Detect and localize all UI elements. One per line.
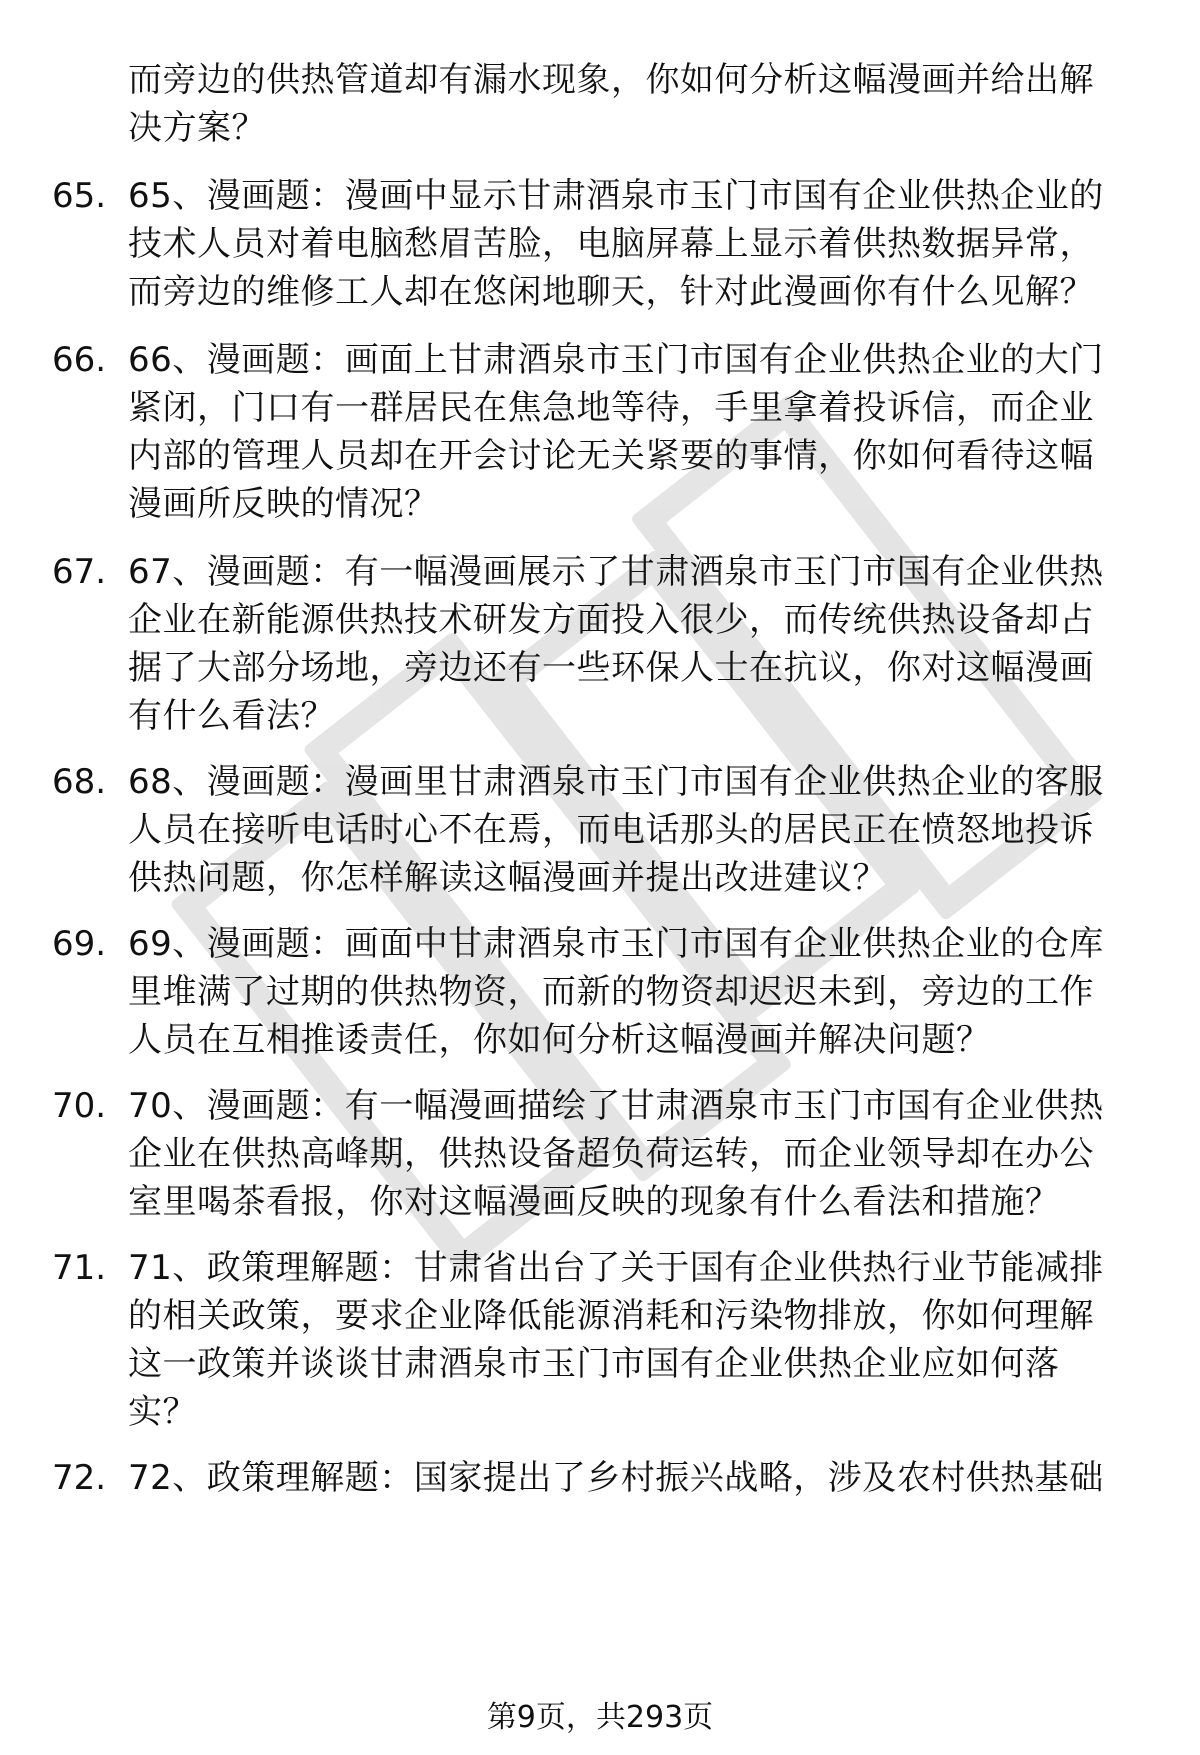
question-line: 技术人员对着电脑愁眉苦脸，电脑屏幕上显示着供热数据异常，	[128, 224, 1094, 264]
question-number: 71.	[52, 1248, 107, 1288]
continuation-line-2: 决方案？	[128, 108, 266, 148]
question-number: 66.	[52, 340, 107, 380]
question-line: 70、漫画题：有一幅漫画描绘了甘肃酒泉市玉门市国有企业供热	[128, 1086, 1104, 1126]
question-line: 实？	[128, 1392, 197, 1432]
question-line: 据了大部分场地，旁边还有一些环保人士在抗议，你对这幅漫画	[128, 648, 1094, 688]
question-line: 漫画所反映的情况？	[128, 484, 439, 524]
question-text	[128, 548, 1148, 740]
question-text	[128, 172, 1148, 316]
question-line: 紧闭，门口有一群居民在焦急地等待，手里拿着投诉信，而企业	[128, 388, 1094, 428]
question-line: 里堆满了过期的供热物资，而新的物资却迟迟未到，旁边的工作	[128, 972, 1094, 1012]
question-line: 人员在接听电话时心不在焉，而电话那头的居民正在愤怒地投诉	[128, 810, 1094, 850]
question-line: 这一政策并谈谈甘肃酒泉市玉门市国有企业供热企业应如何落	[128, 1344, 1060, 1384]
question-line: 68、漫画题：漫画里甘肃酒泉市玉门市国有企业供热企业的客服	[128, 762, 1104, 802]
question-text	[128, 1082, 1148, 1226]
question-number: 67.	[52, 552, 107, 592]
question-number: 72.	[52, 1458, 107, 1498]
question-text	[128, 336, 1148, 528]
question-line: 企业在新能源供热技术研发方面投入很少，而传统供热设备却占	[128, 600, 1094, 640]
question-line: 供热问题，你怎样解读这幅漫画并提出改进建议？	[128, 858, 887, 898]
question-line: 69、漫画题：画面中甘肃酒泉市玉门市国有企业供热企业的仓库	[128, 924, 1104, 964]
question-number: 69.	[52, 924, 107, 964]
question-line: 72、政策理解题：国家提出了乡村振兴战略，涉及农村供热基础	[128, 1458, 1104, 1498]
question-text	[128, 1244, 1148, 1436]
question-line: 65、漫画题：漫画中显示甘肃酒泉市玉门市国有企业供热企业的	[128, 176, 1104, 216]
question-line: 人员在互相推诿责任，你如何分析这幅漫画并解决问题？	[128, 1020, 991, 1060]
question-line: 有什么看法？	[128, 696, 335, 736]
question-line: 的相关政策，要求企业降低能源消耗和污染物排放，你如何理解	[128, 1296, 1094, 1336]
question-text	[128, 758, 1148, 902]
question-text	[128, 1454, 1148, 1502]
question-line: 室里喝茶看报，你对这幅漫画反映的现象有什么看法和措施？	[128, 1182, 1060, 1222]
question-line: 66、漫画题：画面上甘肃酒泉市玉门市国有企业供热企业的大门	[128, 340, 1104, 380]
question-line: 71、政策理解题：甘肃省出台了关于国有企业供热行业节能减排	[128, 1248, 1104, 1288]
question-line: 67、漫画题：有一幅漫画展示了甘肃酒泉市玉门市国有企业供热	[128, 552, 1104, 592]
question-line: 而旁边的维修工人却在悠闲地聊天，针对此漫画你有什么见解？	[128, 272, 1094, 312]
question-line: 企业在供热高峰期，供热设备超负荷运转，而企业领导却在办公	[128, 1134, 1094, 1174]
continuation-line-1: 而旁边的供热管道却有漏水现象，你如何分析这幅漫画并给出解	[128, 60, 1094, 100]
question-text	[128, 920, 1148, 1064]
question-number: 70.	[52, 1086, 107, 1126]
page-footer: 第9页，共293页	[486, 1700, 714, 1735]
question-number: 68.	[52, 762, 107, 802]
question-number: 65.	[52, 176, 107, 216]
question-line: 内部的管理人员却在开会讨论无关紧要的事情，你如何看待这幅	[128, 436, 1094, 476]
